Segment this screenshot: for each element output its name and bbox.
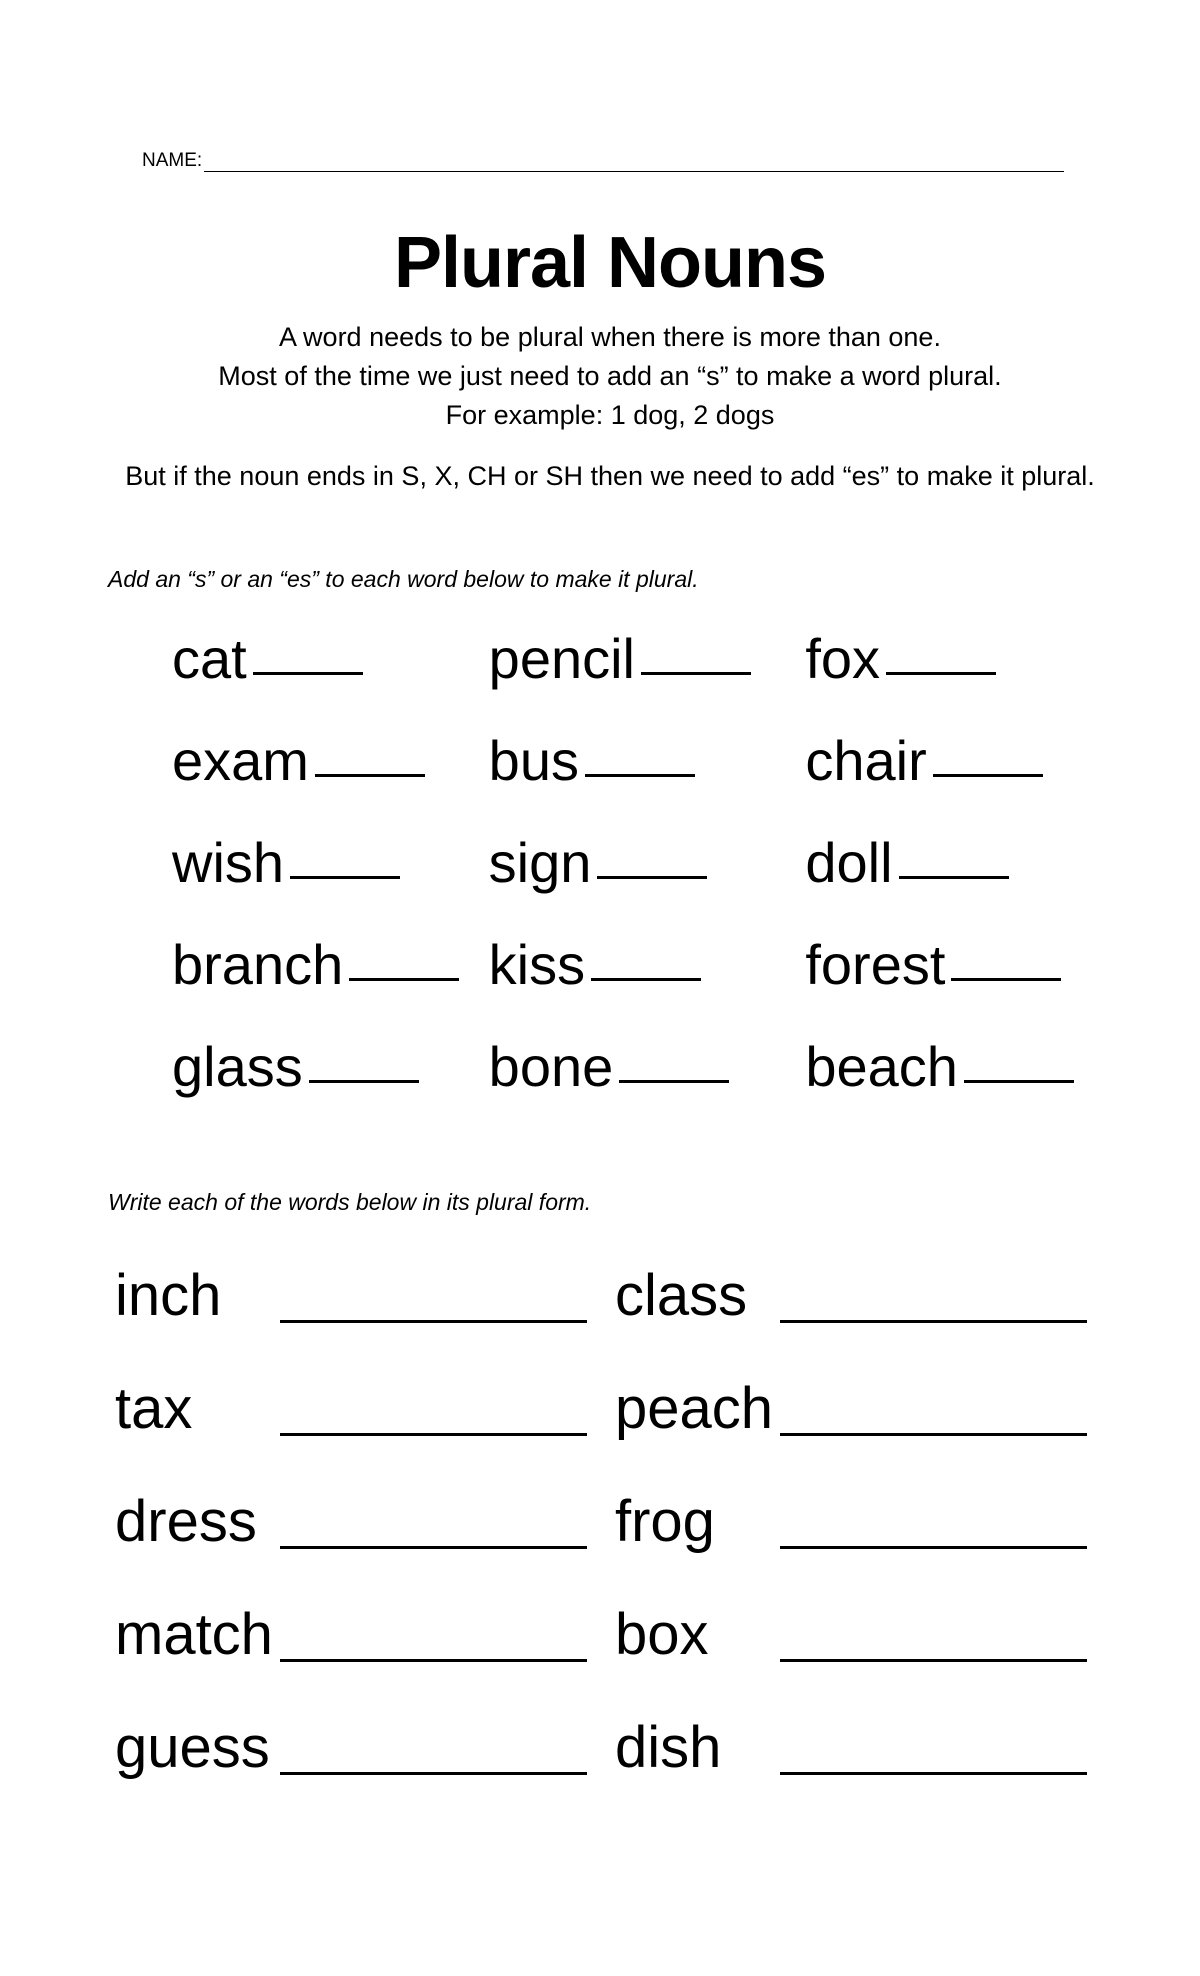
suffix-blank [290,830,400,879]
answer-line [280,1375,587,1436]
answer-line [780,1262,1087,1323]
suffix-blank [315,728,425,777]
word: class [615,1263,748,1328]
word-item [805,728,1122,830]
word-item [805,830,1122,932]
word-row [172,1034,1122,1136]
word: peach [615,1376,774,1441]
word-item [615,1714,1115,1827]
word-item [615,1601,1115,1714]
suffix-blank [641,626,751,675]
word-row [115,1488,1115,1601]
word-item [615,1488,1115,1601]
word: sign [488,831,592,894]
word-item [489,626,806,728]
word: tax [115,1376,193,1441]
word-item [615,1375,1115,1488]
word-row [172,830,1122,932]
section2-word-grid [115,1262,1115,1827]
word-item [172,932,489,1034]
answer-line [780,1601,1087,1662]
suffix-blank [349,932,459,981]
word-item [805,932,1122,1034]
name-field [142,146,1064,172]
word: frog [615,1489,715,1554]
word-item [115,1488,615,1601]
suffix-blank [933,728,1043,777]
word-item [172,728,489,830]
word-item [115,1375,615,1488]
section1-word-grid [172,626,1122,1136]
suffix-blank [886,626,996,675]
answer-line [280,1714,587,1775]
word-item [115,1601,615,1714]
word-item [172,626,489,728]
answer-line [780,1488,1087,1549]
word: box [615,1602,709,1667]
suffix-blank [591,932,701,981]
word: bus [488,729,579,792]
word-row [172,932,1122,1034]
word: doll [805,831,893,894]
word: pencil [488,627,635,690]
word-item [805,626,1122,728]
word: fox [805,627,881,690]
word: wish [172,831,285,894]
intro-line-2: Most of the time we just need to add an “s” to make a word plural. [218,361,1002,391]
suffix-blank [951,932,1061,981]
word-item [115,1714,615,1827]
answer-line [780,1714,1087,1775]
word: glass [172,1035,303,1098]
word: kiss [488,933,586,996]
word: bone [488,1035,614,1098]
word-row [115,1714,1115,1827]
word-item [172,830,489,932]
word-item [115,1262,615,1375]
word: match [115,1602,273,1667]
answer-line [280,1601,587,1662]
intro-rule: But if the noun ends in S, X, CH or SH then we need to add “es” to make it plural. [125,461,1095,491]
word-row [115,1601,1115,1714]
word-row [172,626,1122,728]
word: exam [172,729,309,792]
word-item [805,1034,1122,1136]
name-write-line [204,151,1064,172]
word-item [172,1034,489,1136]
word: cat [172,627,247,690]
name-label: NAME: [142,150,203,171]
word: forest [805,933,946,996]
word-item [489,830,806,932]
word-row [115,1262,1115,1375]
word-row [115,1375,1115,1488]
word-item [489,1034,806,1136]
suffix-blank [253,626,363,675]
word: beach [805,1035,958,1098]
page-title: Plural Nouns [393,223,827,303]
answer-line [280,1488,587,1549]
suffix-blank [585,728,695,777]
answer-line [280,1262,587,1323]
suffix-blank [619,1034,729,1083]
word: branch [172,933,344,996]
section1-instruction: Add an “s” or an “es” to each word below to make it plural. [108,566,699,592]
word: inch [115,1263,222,1328]
word-row [172,728,1122,830]
intro-example: For example: 1 dog, 2 dogs [445,400,775,430]
word: guess [115,1715,270,1780]
suffix-blank [309,1034,419,1083]
word-item [489,728,806,830]
suffix-blank [964,1034,1074,1083]
word-item [615,1262,1115,1375]
word-item [489,932,806,1034]
word: chair [805,729,927,792]
answer-line [780,1375,1087,1436]
suffix-blank [899,830,1009,879]
section2-instruction: Write each of the words below in its plural form. [108,1189,592,1215]
word: dress [115,1489,257,1554]
word: dish [615,1715,722,1780]
intro-line-1: A word needs to be plural when there is more than one. [279,322,941,352]
suffix-blank [597,830,707,879]
